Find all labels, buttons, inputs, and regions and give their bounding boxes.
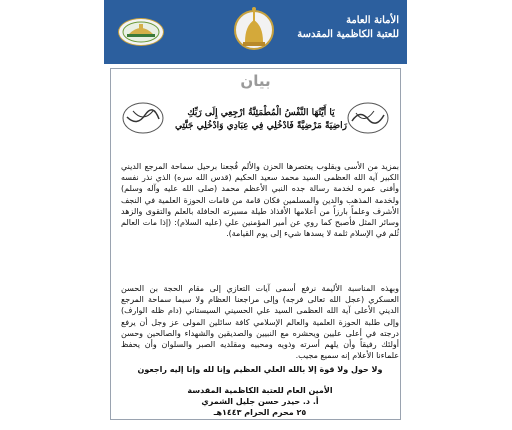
document-title: بيان bbox=[240, 72, 271, 90]
signature-name: أ. د. حيدر حسن جليل الشمري bbox=[201, 397, 319, 406]
paragraph-condolence: بمزيد من الأسى وبقلوب يعتصرها الحزن والألم فُجعنا برحيل سماحة المرجع الديني الكبير آية الله العظمى السيد محمد سعيد الحكيم (قدس الله سره) الذي نذر نفسه وأفنى عمره لخدمة رسالة جده النبي الأعظم محمد (صلى الله عليه وآله وسلم) ولخدمة المذهب والدين والمسلمين فكان قامة من قامات الحوزة العلمية في النجف الأشرف وعلماً بارزاً من أعلامها الأفذاذ طيلة مسيرته الحافلة بالعلم والتقوى والزهد وسائر المثل فأصبح كما روي عن أمير المؤمنين علي (عليه السلام): (إذا مات العالم ثُلم في الإسلام ثلمة لا يسدها شيء إلى يوم القيامة). bbox=[121, 162, 399, 239]
paragraph-tribute: وبهذه المناسبة الأليمة نرفع أسمى آيات التعازي إلى مقام الحجة بن الحسن العسكري (عجل الله تعالى فرجه) وإلى مراجعنا العظام ولا سيما سماحة المرجع الديني الأعلى آية الله العظمى السيد علي الحسيني السيستاني (دام ظله الوارف) وإلى طلبة الحوزة العلمية والعالم الإسلامي كافة سائلين المولى عز وجل أن يرفع درجته في أعلى عليين ويحشره مع النبيين والصديقين والشهداء والصالحين وحسن أولئك رفيقاً وأن يلهم أسرته وذويه ومحبيه ومقلديه الصبر والسلوان وأن يحفظ علماءنا الأعلام إنه سميع مجيب. bbox=[121, 284, 399, 361]
quran-verse bbox=[171, 107, 351, 133]
verse-line-2: رَاضِيَةً مَرْضِيَّةً فَادْخُلِي فِي عِبَادِي وَادْخُلِي جَنَّتِي bbox=[175, 121, 347, 131]
institution-name bbox=[289, 14, 399, 42]
closing-prayer: ولا حول ولا قوة إلا بالله العلي العظيم وإنا لله وإنا إليه راجعون bbox=[137, 365, 383, 374]
emblem-graphic bbox=[119, 19, 163, 45]
calligraphy-basmala-left bbox=[121, 99, 165, 137]
calligraphy-basmala-right bbox=[346, 99, 390, 137]
institution-line-1: الأمانة العامة bbox=[346, 15, 399, 26]
letterhead bbox=[104, 0, 407, 64]
document-sheet bbox=[104, 0, 407, 430]
signature-block bbox=[121, 385, 399, 418]
statement-body bbox=[110, 68, 401, 420]
institution-line-2: للعتبة الكاظمية المقدسة bbox=[297, 29, 399, 40]
dome-logo bbox=[234, 2, 274, 60]
signature-title: الأمين العام للعتبة الكاظمية المقدسة bbox=[187, 386, 333, 395]
signature-date: ٢٥ محرم الحرام ١٤٤٣هـ bbox=[213, 408, 307, 417]
verse-line-1: يَا أَيَّتُهَا النَّفْسُ الْمُطْمَئِنَّةُ ارْجِعِي إِلَى رَبِّكِ bbox=[187, 108, 335, 118]
shrine-emblem-logo bbox=[118, 18, 164, 46]
